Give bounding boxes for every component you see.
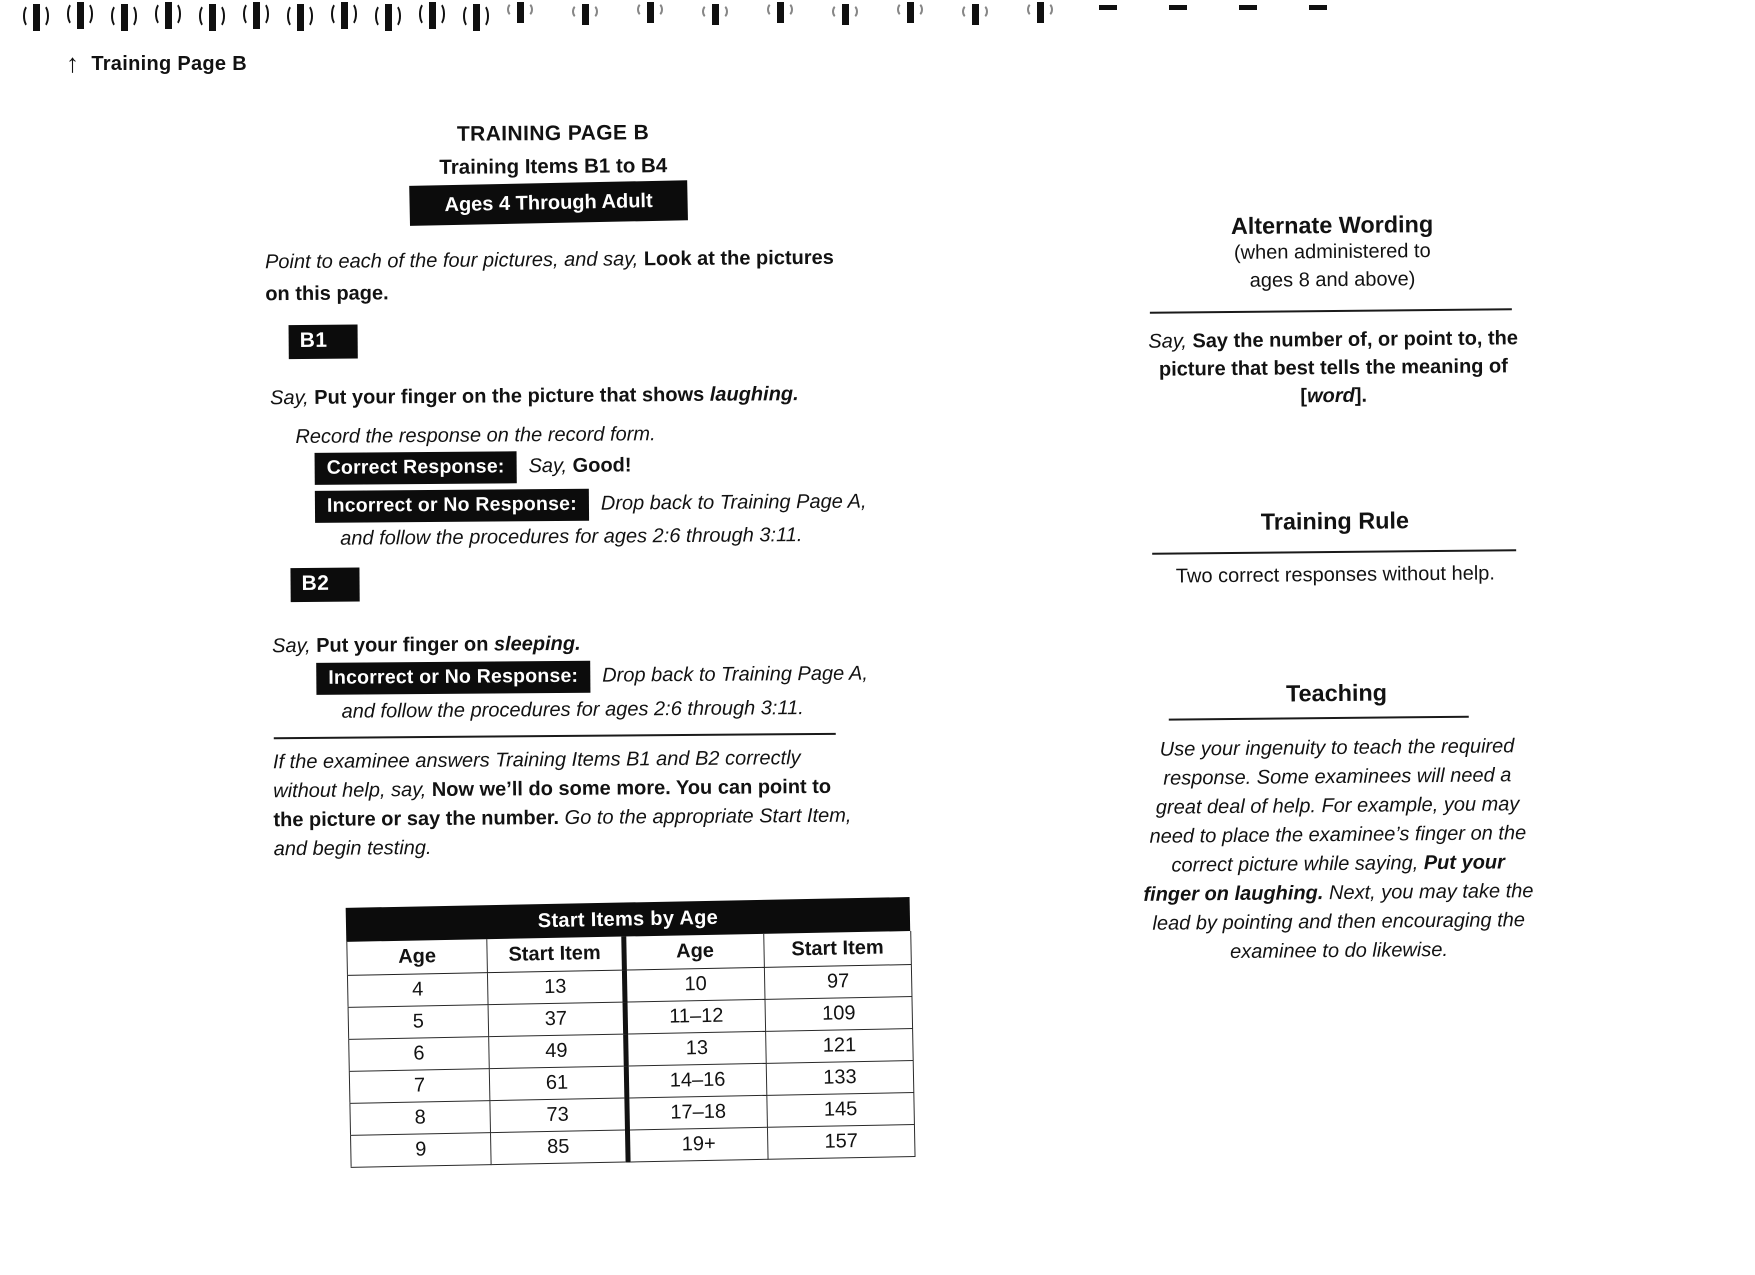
continue-note-italic1: If the examinee answers Training Items B1 and B2 correctly without help, say, <box>272 747 801 803</box>
intro-say-text: Point to each of the four pictures, and say, <box>264 248 644 274</box>
cell-start-item: 49 <box>489 1034 627 1069</box>
divider-line <box>1169 716 1469 721</box>
intro-paragraph <box>265 242 843 311</box>
training-rule-title: Training Rule <box>1260 507 1410 535</box>
cell-age: 6 <box>349 1037 490 1072</box>
cell-start-item: 97 <box>764 965 912 1000</box>
alternate-wording-word-placeholder: word <box>1306 384 1355 408</box>
cell-start-item: 145 <box>767 1093 915 1128</box>
alternate-wording-bold-end: ]. <box>1354 384 1368 407</box>
col-header-start-item: Start Item <box>764 931 912 967</box>
cell-start-item: 133 <box>766 1061 914 1096</box>
main-column <box>262 0 884 1275</box>
teaching-body <box>1141 732 1535 968</box>
cell-start-item: 61 <box>489 1066 627 1101</box>
cell-start-item: 157 <box>767 1124 915 1159</box>
item-b1-label: B1 <box>289 325 358 360</box>
cell-start-item: 109 <box>765 997 913 1032</box>
item-b1-badge <box>289 329 358 354</box>
up-arrow-icon: ↑ <box>66 48 80 78</box>
page-tab-text: Training Page B <box>91 53 247 75</box>
b1-say-prefix: Say, <box>270 386 315 410</box>
teaching-text: Use your ingenuity to teach the required response. Some examinees will need a great deal of help. For example, you may need to place the examinee’s finger on the correct picture while saying, <box>1149 735 1527 877</box>
page-title: TRAINING PAGE B <box>456 121 650 146</box>
b2-instruction-bold: Put your finger on <box>316 633 495 657</box>
divider-line <box>1152 549 1516 554</box>
col-header-age: Age <box>624 934 765 970</box>
b1-incorrect-text: Drop back to Training Page A, <box>600 490 867 515</box>
divider-line <box>1150 308 1512 313</box>
cell-age: 11–12 <box>625 999 766 1034</box>
start-items-table <box>346 897 915 1168</box>
cell-start-item: 121 <box>766 1029 914 1064</box>
binding-mark-icon <box>118 4 130 31</box>
b1-target-word: laughing. <box>709 383 799 406</box>
b1-incorrect-response-line <box>315 487 867 523</box>
col-header-start-item: Start Item <box>487 937 625 973</box>
page-tab-label <box>66 46 247 77</box>
cell-age: 7 <box>349 1069 490 1104</box>
b2-incorrect-response-line <box>316 659 868 695</box>
intro-instruction-text: Look at the pictures on this page. <box>265 246 834 306</box>
alternate-wording-body <box>1137 324 1530 412</box>
cell-start-item: 13 <box>487 970 625 1005</box>
alternate-wording-bold: Say the number of, or point to, the picture that best tells the meaning of [ <box>1158 327 1519 408</box>
binding-mark-icon <box>74 2 86 29</box>
alternate-wording-title: Alternate Wording <box>1230 211 1434 239</box>
b2-incorrect-response-line2: and follow the procedures for ages 2:6 through 3:11. <box>341 697 804 723</box>
start-items-table-title: Start Items by Age <box>346 897 911 942</box>
col-header-age: Age <box>347 939 488 975</box>
age-range-banner: Ages 4 Through Adult <box>409 180 688 226</box>
binding-mark-icon <box>30 4 42 31</box>
cell-age: 17–18 <box>627 1095 768 1130</box>
sidebar-column <box>1134 0 1538 1275</box>
cell-age: 19+ <box>627 1127 768 1162</box>
b2-incorrect-text: Drop back to Training Page A, <box>602 662 868 687</box>
continue-note-bold: Now we’ll do some more. You can point to the picture or say the number. <box>273 775 832 832</box>
b1-incorrect-response-line2: and follow the procedures for ages 2:6 through 3:11. <box>340 524 803 550</box>
b2-instruction-line <box>272 633 581 658</box>
training-rule-body: Two correct responses without help. <box>1175 562 1496 588</box>
b1-instruction-bold: Put your finger on the picture that shows <box>314 383 710 409</box>
b1-instruction-line <box>270 383 799 410</box>
continue-note-italic2: Go to the appropriate Start Item, and begin testing. <box>273 804 852 861</box>
binding-mark-icon <box>250 2 262 29</box>
cell-start-item: 73 <box>490 1098 628 1133</box>
alternate-wording-subtitle: ages 8 and above) <box>1249 268 1416 292</box>
continue-note-paragraph <box>273 744 852 865</box>
teaching-quoted-instruction: Put your finger on laughing. <box>1143 851 1505 906</box>
binding-mark-icon <box>162 2 174 29</box>
cell-start-item: 85 <box>491 1130 629 1165</box>
cell-age: 5 <box>348 1005 489 1040</box>
b2-target-word: sleeping. <box>493 632 581 656</box>
alternate-wording-subtitle: (when administered to <box>1233 240 1431 264</box>
cell-age: 8 <box>350 1101 491 1136</box>
cell-start-item: 37 <box>488 1002 626 1037</box>
binding-mark-icon <box>206 4 218 31</box>
b1-record-note: Record the response on the record form. <box>295 423 656 449</box>
alternate-wording-say-prefix: Say, <box>1148 330 1193 353</box>
item-b2-badge <box>290 572 359 597</box>
correct-response-badge: Correct Response: <box>315 451 517 485</box>
binding-mark-icon <box>969 4 981 25</box>
b1-correct-say: Say, <box>528 454 573 478</box>
binding-mark-icon <box>904 2 916 23</box>
divider-line <box>274 733 836 739</box>
item-b2-label: B2 <box>290 568 359 603</box>
b1-correct-bold: Good! <box>572 454 632 477</box>
teaching-text-end: Next, you may take the lead by pointing and then encouraging the examinee to do likewise. <box>1152 880 1534 964</box>
page-subtitle: Training Items B1 to B4 <box>439 154 668 179</box>
incorrect-response-badge: Incorrect or No Response: <box>315 489 589 523</box>
b1-correct-response-line <box>315 450 632 484</box>
cell-age: 13 <box>626 1031 767 1066</box>
cell-age: 4 <box>347 973 488 1008</box>
cell-age: 9 <box>351 1133 492 1168</box>
cell-age: 14–16 <box>626 1063 767 1098</box>
incorrect-response-badge: Incorrect or No Response: <box>316 661 590 695</box>
teaching-title: Teaching <box>1285 679 1388 707</box>
binding-mark-icon <box>1099 5 1117 10</box>
b2-say-prefix: Say, <box>271 634 317 658</box>
cell-age: 10 <box>624 967 765 1002</box>
binding-mark-icon <box>1034 2 1046 23</box>
start-items-grid <box>346 931 915 1168</box>
